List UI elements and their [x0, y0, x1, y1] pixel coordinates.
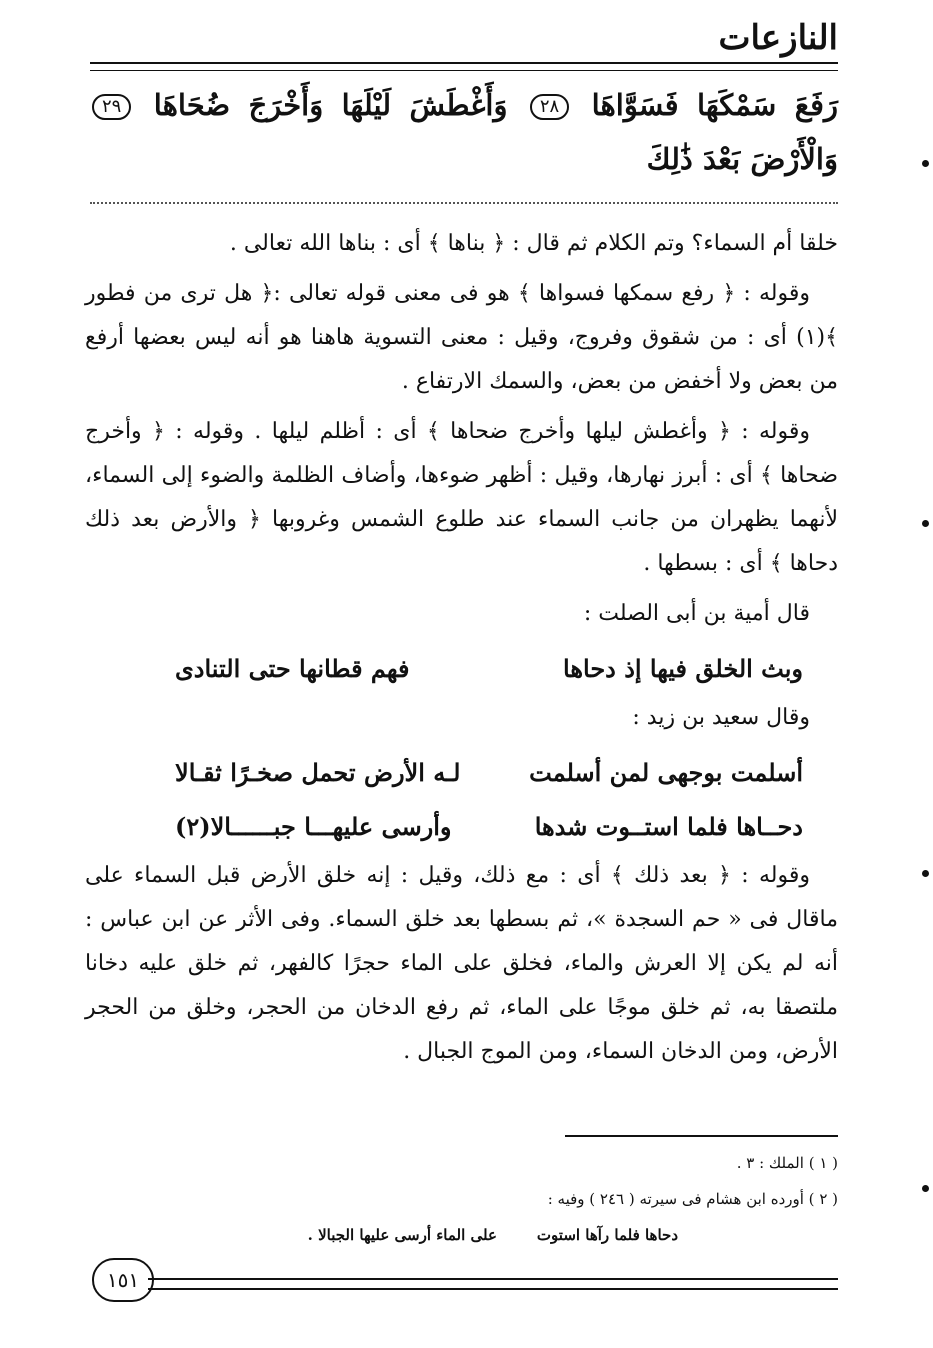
footnote-rule [565, 1135, 838, 1137]
footnote-2-verse [90, 1220, 838, 1250]
verse-1-hemistich-a: وبث الخلق فيها إذ دحاها [563, 654, 803, 683]
paragraph-4: قال أمية بن أبى الصلت : [583, 601, 810, 626]
poem-verse-3 [85, 800, 838, 854]
footnote-1: ( ١ ) الملك : ٣ . [736, 1154, 838, 1172]
paragraph-6: وقوله : ﴿ بعد ذلك ﴾ أى : مع ذلك، وقيل : إنه خلق الأرض قبل السماء على ماقال فى « حم السجدة »، ثم بسطها بعد خلق السماء. وفى الأثر عن ابن عباس : أنه لم يكن إلا العرش والماء، فخلق على الماء حجرًا كالفهر، ثم خلق عليه دخانا ملتصقا به، ثم خلق موجًا على الماء، ثم رفع الدخان من الحجر، وخلق من الحجر الأرض، ومن الدخان السماء، ومن الموج الجبال . [85, 863, 838, 1064]
poem-verse-1 [85, 642, 838, 696]
footnote-verse-a: دحاها فلما رآها استوت [536, 1226, 678, 1244]
margin-mark [922, 1185, 929, 1192]
quran-segment-3: وَالْأَرْضَ بَعْدَ ذَٰلِكَ [646, 142, 838, 176]
footnotes [90, 1148, 838, 1250]
paragraph-1: خلقا أم السماء؟ وتم الكلام ثم قال : ﴿ بناها ﴾ أى : بناها الله تعالى . [229, 231, 838, 256]
ayah-marker-28: ٢٨ [530, 94, 569, 120]
verse-1-hemistich-b: فهم قطانها حتى التنادى [175, 654, 410, 683]
running-title: النازعات [718, 18, 838, 58]
paragraph-5: وقال سعيد بن زيد : [632, 705, 810, 730]
quran-segment-2: وَأَغْطَشَ لَيْلَهَا وَأَخْرَجَ ضُحَاهَا [153, 88, 508, 122]
page-number: ١٥١ [92, 1258, 154, 1302]
margin-mark [922, 870, 929, 877]
margin-mark [922, 160, 929, 167]
verse-2-hemistich-a: أسلمت بوجهى لمن أسلمت [529, 758, 803, 787]
paragraph-3: وقوله : ﴿ وأغطش ليلها وأخرج ضحاها ﴾ أى : أظلم ليلها . وقوله : ﴿ وأخرج ضحاها ﴾ أى : أبرز نهارها، وقيل : أظهر ضوءها، وأضاف الظلمة والضوء إلى السماء، لأنهما يظهران من جانب السماء عند طلوع الشمس وغروبها ﴿ والأرض بعد ذلك دحاها ﴾ أى : بسطها . [85, 419, 838, 576]
verse-3-hemistich-b: وأرسى عليهـــا جبــــــالا(٢) [175, 812, 452, 841]
quran-verse-block [88, 78, 838, 186]
footer-rule [148, 1278, 838, 1290]
quran-segment-1: رَفَعَ سَمْكَهَا فَسَوَّاهَا [591, 88, 839, 122]
ayah-marker-29: ٢٩ [92, 94, 131, 120]
footnote-2: ( ٢ ) أورده ابن هشام فى سيرته ( ٢٤٦ ) وفيه : [547, 1190, 838, 1208]
poem-verse-2 [85, 746, 838, 800]
section-separator [90, 202, 838, 204]
footnote-verse-b: على الماء أرسى عليها الجبالا . [307, 1226, 497, 1244]
commentary-body [85, 222, 838, 1080]
verse-3-hemistich-a: دحــاها فلما استــوت شدها [534, 812, 803, 841]
verse-2-hemistich-b: لـه الأرض تحمل صخـرًا ثقـالا [175, 758, 461, 787]
header-rule [90, 62, 838, 71]
paragraph-2: وقوله : ﴿ رفع سمكها فسواها ﴾ هو فى معنى قوله تعالى :﴿ هل ترى من فطور ﴾(١) أى : من شقوق وفروج، وقيل : معنى التسوية هاهنا هو أنه ليس بعضها أرفع من بعض ولا أخفض من بعض، والسمك الارتفاع . [85, 281, 838, 394]
margin-mark [922, 520, 929, 527]
